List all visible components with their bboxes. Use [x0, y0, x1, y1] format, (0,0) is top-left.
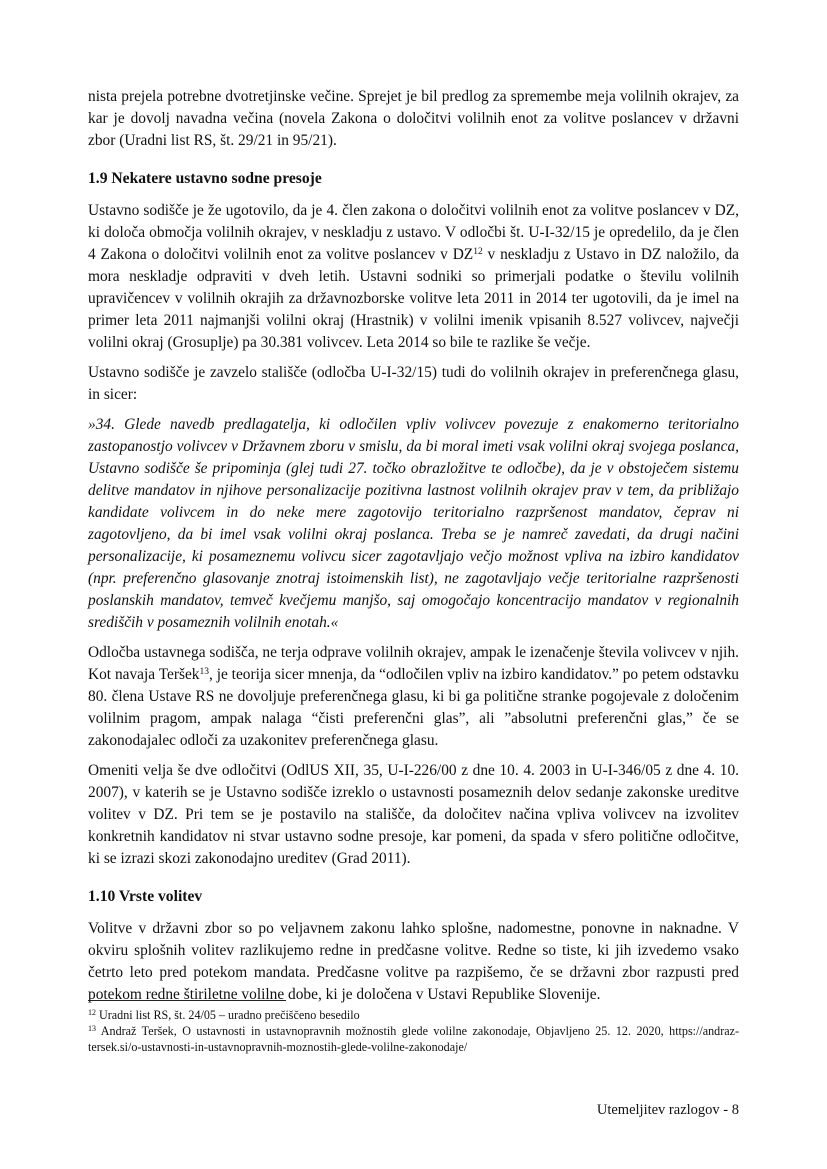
footnote-number: 12 [88, 1008, 96, 1017]
footnote-text: Uradni list RS, št. 24/05 – uradno prečiščeno besedilo [96, 1008, 360, 1022]
section-heading-1-9: 1.9 Nekatere ustavno sodne presoje [88, 170, 322, 187]
paragraph-intro: nista prejela potrebne dvotretjinske večine. Sprejet je bil predlog za spremembe meja volilnih okrajev, za kar je dovolj navadna večina (novela Zakona o določitvi volilnih enot za volitve poslancev v državni zbor (Uradni list RS, št. 29/21 in 95/21). [88, 88, 739, 149]
footnotes [88, 1000, 739, 1055]
paragraph-text: Ustavno sodišče je že ugotovilo, da je 4. člen zakona o določitvi volilnih enot za volitve poslancev v DZ, ki določa območja volilnih okrajev, v neskladju z ustavo. V odločbi št. U-I-32/15 je opredelilo, da je člen 4 Zakona o določitvi volilnih enot za volitve poslancev v DZ [88, 202, 739, 263]
footnote-13 [88, 1023, 739, 1055]
paragraph-text: Odločba ustavnega sodišča, ne terja odprave volilnih okrajev, ampak le izenačenje števila volivcev v njih. Kot navaja Teršek [88, 644, 739, 683]
footnote-ref-13[interactable]: 13 [199, 667, 209, 677]
block-quote: »34. Glede navedb predlagatelja, ki odločilen vpliv volivcev povezuje z enakomerno teritorialno zastopanostjo volivcev v Državnem zboru v smislu, da bi moral imeti vsak volilni okraj svojega poslanca, Ustavno sodišče še pripominja (glej tudi 27. točko obrazložitve te odločbe), da je v obstoječem sistemu delitve mandatov in njihove personalizacije pozitivna lastnost volilnih okrajev prav v tem, da približajo kandidate volivcem in do neke mere zagotovijo teritorialno razpršenost mandatov, čeprav ni zagotovljeno, da bi imel vsak volilni okraj poslanca. Treba se je namreč zavedati, da drugi načini personalizacije, ki posameznemu volivcu sicer zagotavljajo večjo možnost vpliva na izbiro kandidatov (npr. preferenčno glasovanje znotraj istoimenskih list), ne zagotavljajo večje teritorialne razpršenosti poslanskih mandatov, temveč kvečjemu manjšo, saj omogočajo koncentracijo mandatov v regionalnih središčih v posameznih volilnih enotah.« [88, 416, 739, 631]
footnote-text[interactable]: Andraž Teršek, O ustavnosti in ustavnopravnih možnostih glede volilne zakonodaje, Objavljeno 25. 12. 2020, https://andraz-tersek.si/o-ustavnosti-in-ustavnopravnih-moznostih-glede-volilne-zakonodaje/ [88, 1024, 739, 1054]
page-footer: Utemeljitev razlogov - 8 [596, 1102, 739, 1118]
paragraph-decisions: Omeniti velja še dve odločitvi (OdlUS XII, 35, U-I-226/00 z dne 10. 4. 2003 in U-I-346/05 z dne 4. 10. 2007), v katerih se je Ustavno sodišče izreklo o ustavnosti posameznih delov sedanje zakonske ureditve volitev v DZ. Pri tem se je postavilo na stališče, da določitev načina vpliva volivcev na izvolitev konkretnih kandidatov ni stvar ustavno sodne presoje, kar pomeni, da spada v sfero politične odločitve, ki se izrazi skozi zakonodajno ureditev (Grad 2011). [88, 762, 739, 867]
footnote-divider [88, 1000, 286, 1001]
footnote-12 [88, 1007, 739, 1023]
footnote-number: 13 [88, 1024, 96, 1033]
section-heading-1-10: 1.10 Vrste volitev [88, 888, 203, 905]
paragraph-text: v neskladju z Ustavo in DZ naložilo, da mora neskladje odpraviti v dveh letih. Ustavni sodniki so primerjali podatke o številu volilnih upravičencev v volilnih okrajih za državnozborske volitve leta 2011 in 2014 ter ugotovili, da je imel na primer leta 2011 najmanjši volilni okraj (Hrastnik) v volilni imenik vpisanih 8.527 volivcev, največji volilni okraj (Grosuplje) pa 30.381 volivcev. Leta 2014 so bile te razlike še večje. [88, 246, 739, 351]
paragraph-court-ruling [88, 200, 739, 354]
document-body [88, 86, 739, 1006]
footnote-ref-12[interactable]: 12 [473, 247, 483, 257]
paragraph-tersek [88, 642, 739, 752]
paragraph-election-types: Volitve v državni zbor so po veljavnem zakonu lahko splošne, nadomestne, ponovne in naknadne. V okviru splošnih volitev razlikujemo redne in predčasne volitve. Redne so tiste, ki jih izvedemo vsako četrto leto pred potekom mandata. Predčasne volitve pa razpišemo, če se državni zbor razpusti pred potekom redne štiriletne volilne dobe, ki je določena v Ustavi Republike Slovenije. [88, 920, 739, 1003]
paragraph-text: , je teorija sicer mnenja, da “odločilen vpliv na izbiro kandidatov.” po petem odstavku 80. člena Ustave RS ne dovoljuje preferenčnega glasu, ki bi ga politične stranke pogojevale z določenim volilnim pragom, ampak nalaga “čisti preferenčni glas”, ali ”absolutni preferenčni glas,” če se zakonodajalec odloči za uzakonitev preferenčnega glasu. [88, 666, 740, 749]
paragraph-court-position: Ustavno sodišče je zavzelo stališče (odločba U-I-32/15) tudi do volilnih okrajev in preferenčnega glasu, in sicer: [88, 364, 739, 403]
